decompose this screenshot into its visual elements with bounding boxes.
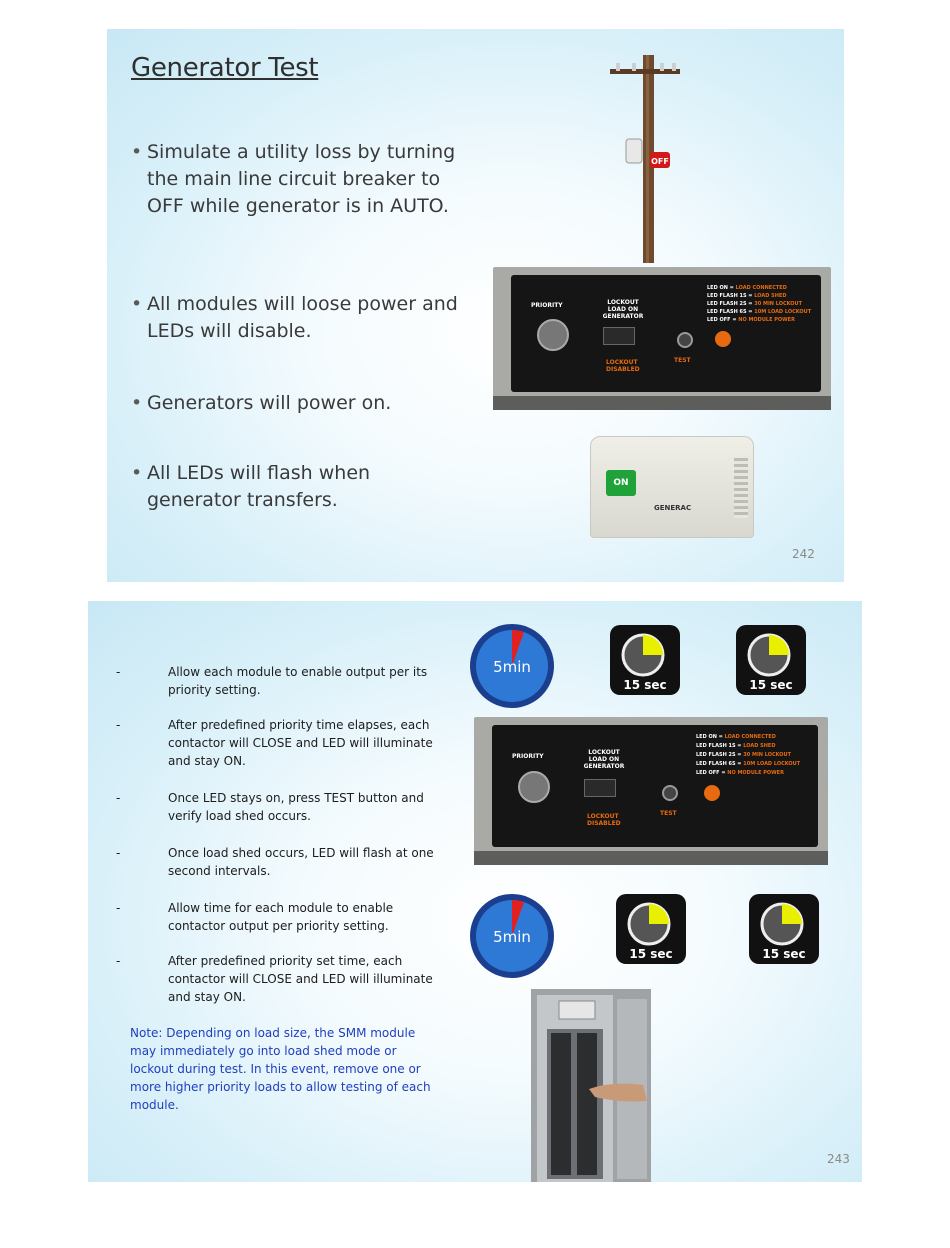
test-button-icon [662,785,678,801]
priority-label: PRIORITY [512,753,544,760]
lockout-disabled-label: LOCKOUT DISABLED [606,359,640,373]
priority-label: PRIORITY [531,302,563,309]
test-label: TEST [660,810,677,817]
generator-image [584,432,759,544]
timer-5min-icon [468,892,556,980]
status-led-icon [715,331,731,347]
timer-15sec-label: 15 sec [762,947,806,961]
timer-15sec-label: 15 sec [629,947,673,961]
lockout-switch-icon [603,327,635,345]
breaker-panel-image [531,989,651,1182]
slide-243: - Allow each module to enable output per its priority setting. - After predefined priority time elapses, each contactor will CLOSE and LED will illuminate and stay ON. - Once LED stays on, press TEST button and verify load shed occurs. - Once load shed occurs, LED will flash at one second intervals. - Allow time for each module to enable contactor output per priority setting. - After predefined priority set time, each contactor will CLOSE and LED will illuminate and stay ON. Note: Depending on load size, the SMM module may immediately go into load shed mode or lockout during test. In this event, remove one or more higher priority loads to allow testing of each module. 5min 15 sec 15 sec PRIORITY LOCKOUT LOAD ON GENERATOR LOCKOUT DISABLED TEST LED ON = LOAD CONNECTED LED FLASH 1S = LOAD SHED LED FLASH 2S = 30 MIN LOCKOUT LED FLASH 6S = 10M LOAD LOCKOUT LED OFF = NO MODULE POWER 5min 15 sec 15 sec 243 [88,601,862,1182]
timer-15sec-icon [616,894,686,964]
bullet-dash-icon: - [116,901,121,915]
slide-242 [107,29,844,582]
bullet-dash-icon: - [116,718,121,732]
bullet-dot-icon: • [131,293,143,315]
bullet-dot-icon: • [131,462,143,484]
bullet-dash-icon: - [116,846,121,860]
timer-5min-label: 5min [493,658,531,676]
timer-15sec-icon [749,894,819,964]
control-panel-image: PRIORITY LOCKOUT LOAD ON GENERATOR LOCKOUT DISABLED TEST LED ON = LOAD CONNECTED LED FLASH 1S = LOAD SHED LED FLASH 2S = 30 MIN LOCKOUT LED FLASH 6S = 10M LOAD LOCKOUT LED OFF = NO MODULE POWER [493,267,831,410]
timer-15sec-label: 15 sec [749,678,793,692]
bullet-dot-icon: • [131,141,143,163]
bullet-item: • All modules will loose power and LEDs will disable. [131,293,458,342]
timer-15sec-icon [736,625,806,695]
priority-dial-icon [537,319,569,351]
status-led-icon [704,785,720,801]
on-sign: ON [606,470,636,496]
timer-15sec-icon [610,625,680,695]
lockout-label: LOCKOUT LOAD ON GENERATOR [602,299,644,320]
page-number: 243 [827,1152,850,1166]
timer-5min-label: 5min [493,928,531,946]
bullet-item: • Generators will power on. [131,390,467,417]
slide-title: Generator Test [131,53,319,83]
lockout-label: LOCKOUT LOAD ON GENERATOR [583,749,625,770]
bullet-dash-icon: - [116,791,121,805]
page-number: 242 [792,547,815,561]
bullet-dash-icon: - [116,954,121,968]
off-sign: OFF [651,157,669,166]
lockout-switch-icon [584,779,616,797]
bullet-dot-icon: • [131,392,143,414]
bullet-dash-icon: - [116,665,121,679]
lockout-disabled-label: LOCKOUT DISABLED [587,813,621,827]
test-label: TEST [674,357,691,364]
timer-15sec-label: 15 sec [623,678,667,692]
bullet-item: • All LEDs will flash when generator transfers. [131,462,371,511]
utility-pole-image [602,51,692,266]
test-button-icon [677,332,693,348]
generator-brand: GENERAC [654,504,692,512]
bullet-item: • Simulate a utility loss by turning the main line circuit breaker to OFF while generator is in AUTO. [131,141,456,217]
priority-dial-icon [518,771,550,803]
timer-5min-icon [468,622,556,710]
note-text: Note: Depending on load size, the SMM module may immediately go into load shed mode or lockout during test. In this event, remove one or more higher priority loads to allow testing of each module. [130,1026,431,1112]
control-panel-image: PRIORITY LOCKOUT LOAD ON GENERATOR LOCKOUT DISABLED TEST LED ON = LOAD CONNECTED LED FLASH 1S = LOAD SHED LED FLASH 2S = 30 MIN LOCKOUT LED FLASH 6S = 10M LOAD LOCKOUT LED OFF = NO MODULE POWER [474,717,828,865]
